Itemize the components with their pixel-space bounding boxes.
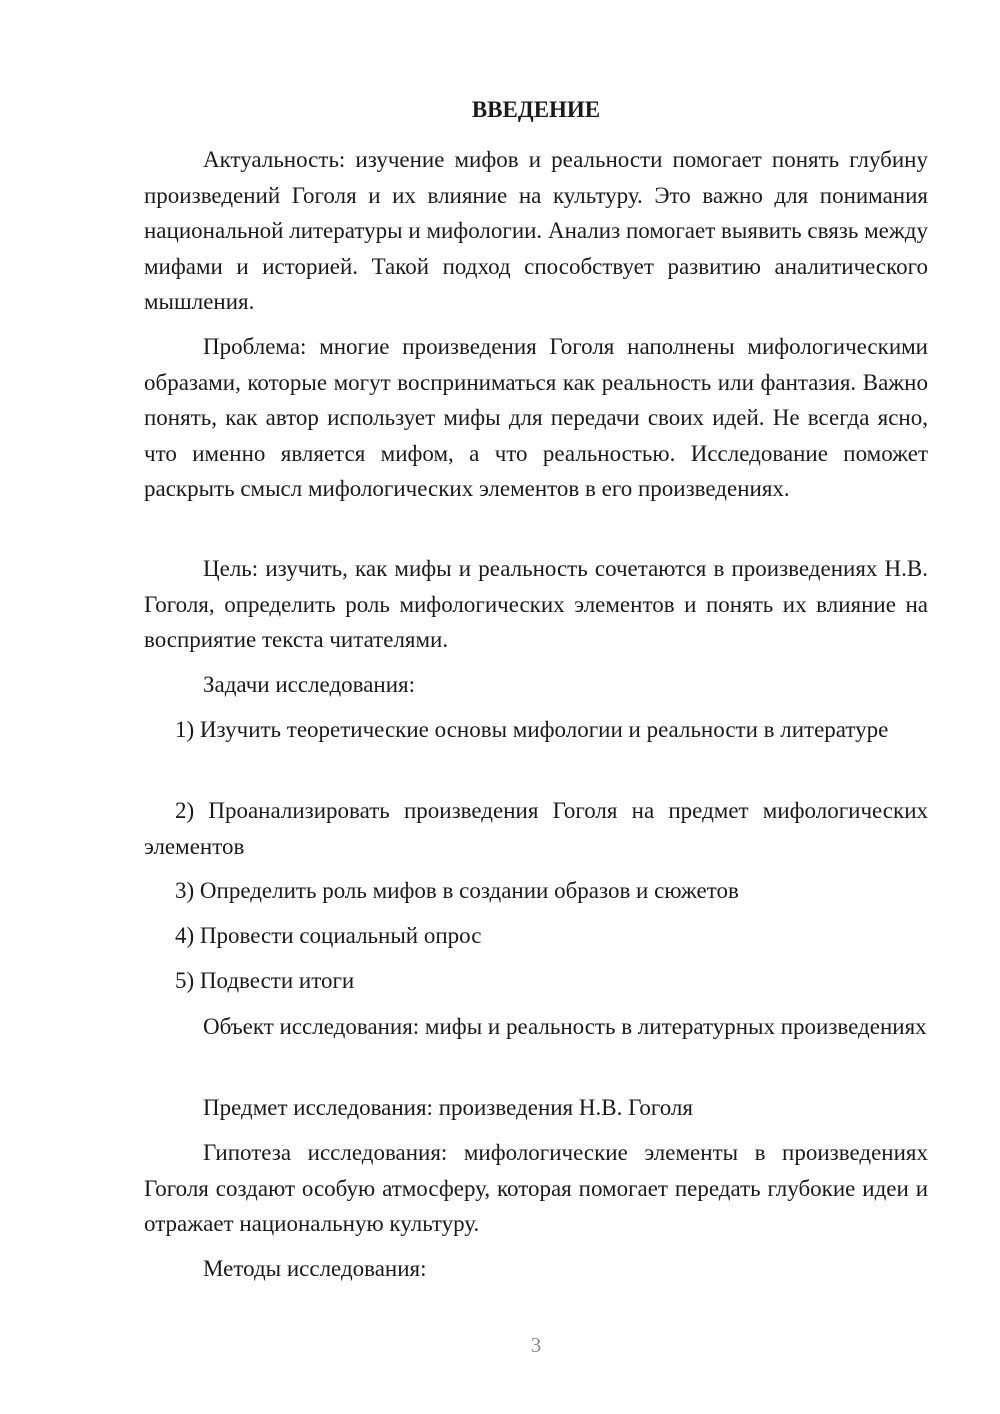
paragraph-object: Объект исследования: мифы и реальность в литературных произведениях (203, 1014, 927, 1039)
task-item-5: 5) Подвести итоги (175, 968, 355, 993)
paragraph-relevance: Актуальность: изучение мифов и реальности помогает понять глубину произведений Гоголя и их влияние на культуру. Это важно для понимания национальной литературы и мифологии. Анализ помогает выявить связь между мифами и историей. Такой подход способствует развитию аналитического мышления. (144, 147, 928, 314)
paragraph-methods-title: Методы исследования: (203, 1256, 427, 1281)
paragraph-tasks-title: Задачи исследования: (203, 672, 416, 697)
paragraph-problem: Проблема: многие произведения Гоголя наполнены мифологическими образами, которые могут восприниматься как реальность или фантазия. Важно понять, как автор использует мифы для передачи своих идей. Не всегда ясно, что именно является мифом, а что реальностью. Исследование поможет раскрыть смысл мифологических элементов в его произведениях. (144, 334, 928, 501)
paragraph-subject: Предмет исследования: произведения Н.В. Гоголя (203, 1095, 693, 1120)
page-number: 3 (530, 1333, 542, 1357)
paragraph-goal: Цель: изучить, как мифы и реальность сочетаются в произведениях Н.В. Гоголя, определить роль мифологических элементов и понять их влияние на восприятие текста читателями. (144, 556, 928, 652)
task-item-4: 4) Провести социальный опрос (175, 923, 482, 948)
task-item-2: 2) Проанализировать произведения Гоголя на предмет мифологических элементов (144, 798, 928, 859)
paragraph-hypothesis: Гипотеза исследования: мифологические элементы в произведениях Гоголя создают особую атмосферу, которая помогает передать глубокие идеи и отражает национальную культуру. (144, 1140, 928, 1236)
task-item-3: 3) Определить роль мифов в создании образов и сюжетов (175, 878, 739, 903)
task-item-1: 1) Изучить теоретические основы мифологии и реальности в литературе (175, 717, 889, 742)
section-heading: ВВЕДЕНИЕ (471, 97, 601, 122)
